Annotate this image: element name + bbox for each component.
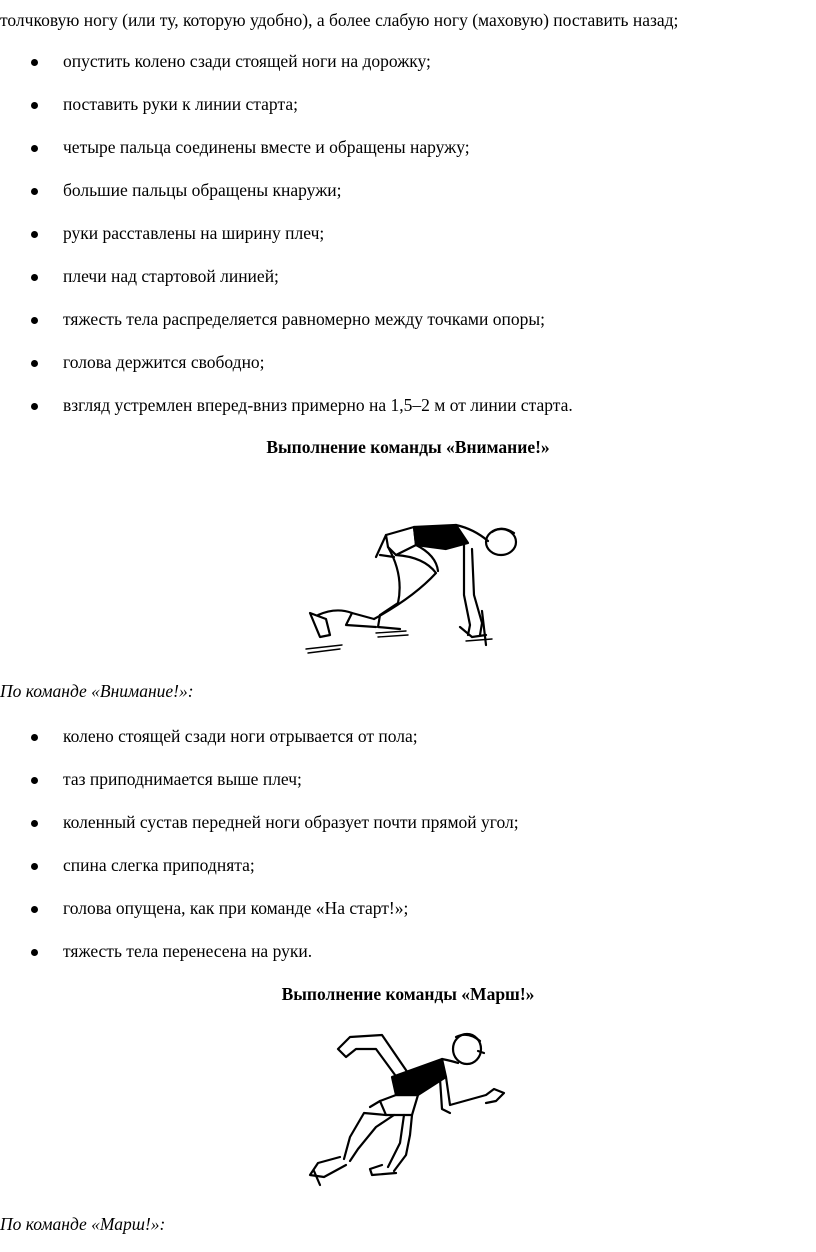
bullet-icon: [31, 906, 38, 913]
bullet-icon: [31, 274, 38, 281]
march-heading: Выполнение команды «Марш!»: [281, 984, 535, 1004]
bullet-icon: [31, 403, 38, 410]
march-caption: По команде «Марш!»:: [0, 1214, 166, 1234]
bullet-icon: [31, 360, 38, 367]
bullet-icon: [31, 949, 38, 956]
bullet-icon: [31, 317, 38, 324]
march-pose-illustration: [300, 1015, 515, 1190]
bullet-icon: [31, 102, 38, 109]
bullet-icon: [31, 188, 38, 195]
bullet-icon: [31, 59, 38, 66]
bullet-icon: [31, 145, 38, 152]
attention-pose-illustration: [296, 515, 536, 660]
attention-caption: По команде «Внимание!»:: [0, 681, 194, 701]
bullet-icon: [31, 777, 38, 784]
attention-heading: Выполнение команды «Внимание!»: [266, 437, 550, 457]
bullet-icon: [31, 734, 38, 741]
bullet-icon: [31, 820, 38, 827]
bullet-icon: [31, 863, 38, 870]
intro-paragraph: толчковую ногу (или ту, которую удобно), а более слабую ногу (маховую) поставить назад;: [0, 10, 679, 30]
bullet-icon: [31, 231, 38, 238]
